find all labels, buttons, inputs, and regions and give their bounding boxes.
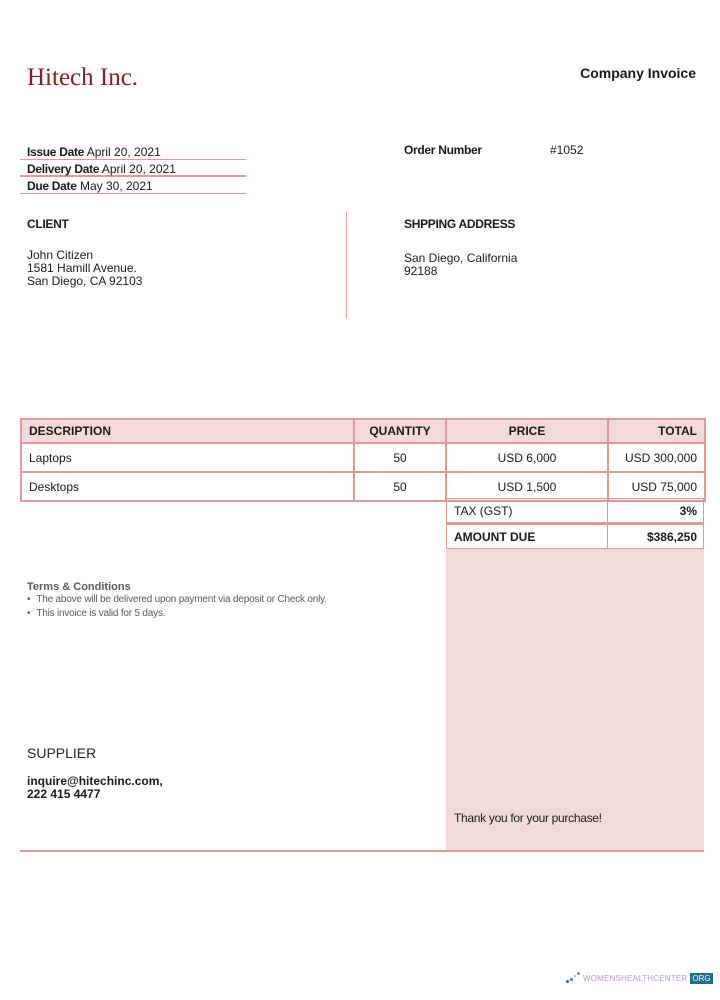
dates-block bbox=[20, 143, 246, 194]
item-description: Laptops bbox=[21, 443, 354, 472]
tax-value: 3% bbox=[679, 504, 697, 518]
supplier-heading: SUPPLIER bbox=[27, 745, 97, 761]
summary-block bbox=[446, 498, 704, 549]
shipping-heading: SHPPING ADDRESS bbox=[404, 217, 516, 231]
item-price: USD 1,500 bbox=[446, 472, 608, 501]
due-date-value: May 30, 2021 bbox=[79, 179, 153, 193]
terms-title: Terms & Conditions bbox=[27, 581, 131, 593]
issue-date-value: April 20, 2021 bbox=[86, 145, 161, 159]
client-name: John Citizen bbox=[27, 248, 94, 262]
watermark-suffix: ORG bbox=[692, 973, 711, 983]
terms-item: • This invoice is valid for 5 days. bbox=[27, 607, 327, 621]
amount-due-value: $386,250 bbox=[646, 530, 697, 544]
header-quantity: QUANTITY bbox=[354, 419, 446, 443]
supplier-email: inquire@hitechinc.com, bbox=[27, 774, 163, 788]
items-table bbox=[20, 418, 706, 502]
table-row bbox=[21, 443, 705, 472]
table-row bbox=[21, 472, 705, 501]
bottom-rule bbox=[20, 850, 704, 852]
client-section bbox=[27, 217, 142, 288]
delivery-date-row bbox=[20, 160, 246, 177]
shipping-city: San Diego, California bbox=[404, 251, 518, 265]
due-date-row bbox=[20, 177, 246, 194]
terms-item: • The above will be delivered upon payment via deposit or Check only. bbox=[27, 593, 327, 607]
order-number-label: Order Number bbox=[404, 143, 482, 157]
shipping-section bbox=[404, 217, 517, 278]
client-heading: CLIENT bbox=[27, 217, 69, 231]
amount-due-label: AMOUNT DUE bbox=[447, 525, 608, 548]
header-description: DESCRIPTION bbox=[21, 419, 354, 443]
item-description: Desktops bbox=[21, 472, 354, 501]
order-number-value: #1052 bbox=[550, 143, 584, 157]
item-total: USD 300,000 bbox=[608, 443, 705, 472]
header-total: TOTAL bbox=[608, 419, 705, 443]
company-name: Hitech Inc. bbox=[27, 64, 139, 91]
dots-logo-icon bbox=[566, 972, 580, 984]
item-quantity: 50 bbox=[354, 443, 446, 472]
address-divider bbox=[346, 212, 347, 319]
shipping-zip: 92188 bbox=[404, 264, 438, 278]
tax-row bbox=[446, 498, 704, 523]
due-date-label: Due Date bbox=[27, 179, 77, 193]
supplier-phone: 222 415 4477 bbox=[27, 787, 101, 801]
document-title: Company Invoice bbox=[580, 65, 696, 81]
item-price: USD 6,000 bbox=[446, 443, 608, 472]
header-price: PRICE bbox=[446, 419, 608, 443]
tax-label: TAX (GST) bbox=[447, 499, 608, 522]
client-city: San Diego, CA 92103 bbox=[27, 274, 143, 288]
item-quantity: 50 bbox=[354, 472, 446, 501]
delivery-date-value: April 20, 2021 bbox=[101, 162, 176, 176]
delivery-date-label: Delivery Date bbox=[27, 162, 100, 176]
supplier-contact bbox=[27, 775, 163, 801]
issue-date-row bbox=[20, 143, 246, 160]
table-header-row bbox=[21, 419, 705, 443]
client-street: 1581 Hamill Avenue. bbox=[27, 261, 137, 275]
notes-panel bbox=[446, 549, 704, 851]
terms-list bbox=[27, 593, 327, 621]
issue-date-label: Issue Date bbox=[27, 145, 85, 159]
terms-section bbox=[27, 581, 327, 621]
watermark-text: WOMENSHEALTHCENTER bbox=[583, 973, 688, 983]
thank-you-note: Thank you for your purchase! bbox=[454, 811, 602, 825]
item-total: USD 75,000 bbox=[608, 472, 705, 501]
watermark-logo bbox=[566, 972, 713, 984]
amount-due-row bbox=[446, 523, 704, 549]
